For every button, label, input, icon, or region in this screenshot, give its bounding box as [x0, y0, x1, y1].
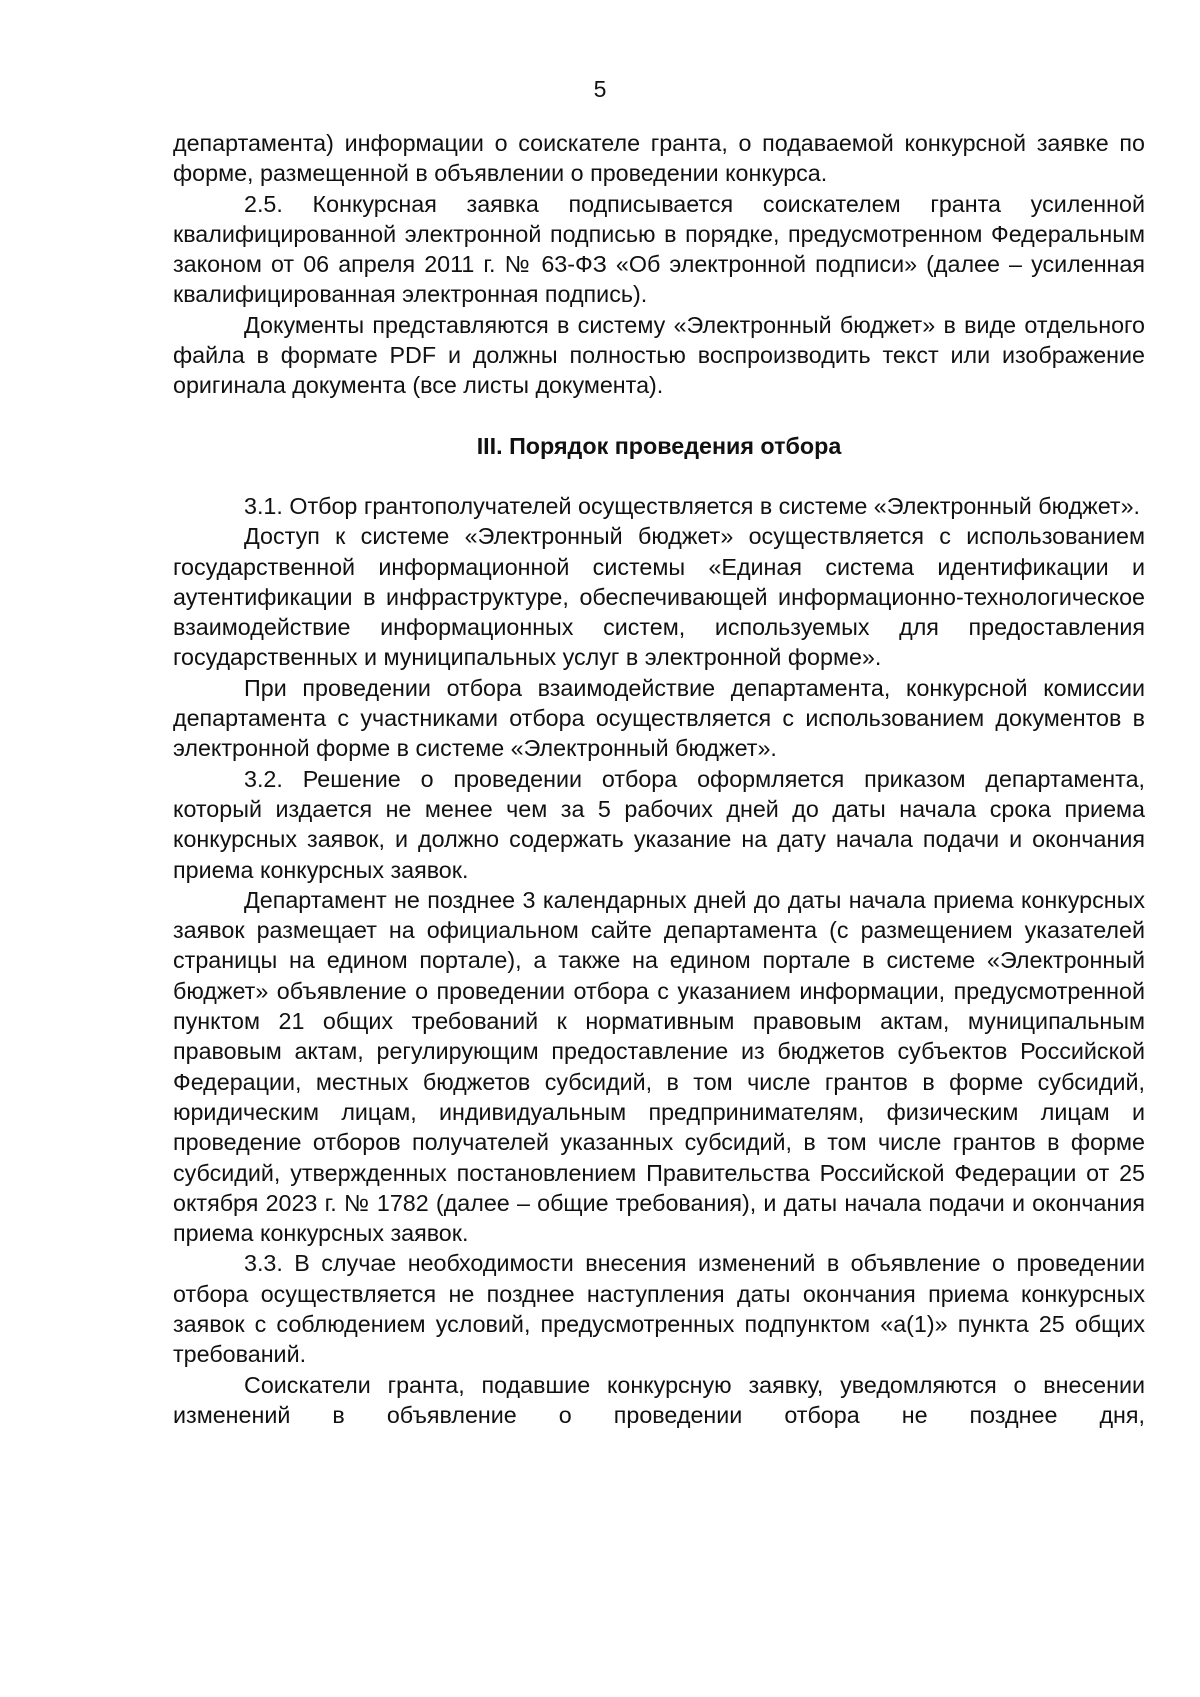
- paragraph-interaction: При проведении отбора взаимодействие департамента, конкурсной комиссии департамента с участниками отбора осуществляется с использованием документов в электронной форме в системе «Электронный бюджет».: [173, 674, 1145, 762]
- paragraph-2-5: 2.5. Конкурсная заявка подписывается соискателем гранта усиленной квалифицированной электронной подписью в порядке, предусмотренном Федеральным законом от 06 апреля 2011 г. № 63-ФЗ «Об электронной подписи» (далее – усиленная квалифицированная электронная подпись).: [173, 190, 1145, 308]
- document-body: [173, 128, 1145, 1430]
- paragraph-notification: Соискатели гранта, подавшие конкурсную заявку, уведомляются о внесении изменений в объявление о проведении отбора не позднее дня,: [173, 1371, 1145, 1428]
- paragraph-access: Доступ к системе «Электронный бюджет» осуществляется с использованием государственной информационной системы «Единая система идентификации и аутентификации в инфраструктуре, обеспечивающей информационно-технологическое взаимодействие информационных систем, используемых для предоставления государственных и муниципальных услуг в электронной форме».: [173, 523, 1145, 671]
- paragraph-announcement: Департамент не позднее 3 календарных дней до даты начала приема конкурсных заявок размещает на официальном сайте департамента (с размещением указателей страницы на едином портале), а также на едином портале в системе «Электронный бюджет» объявление о проведении отбора с указанием информации, предусмотренной пунктом 21 общих требований к нормативным правовым актам, муниципальным правовым актам, регулирующим предоставление из бюджетов субъектов Российской Федерации, местных бюджетов субсидий, в том числе грантов в форме субсидий, юридическим лицам, индивидуальным предпринимателям, физическим лицам и проведение отборов получателей указанных субсидий, в том числе грантов в форме субсидий, утвержденных постановлением Правительства Российской Федерации от 25 октября 2023 г. № 1782 (далее – общие требования), и даты начала подачи и окончания приема конкурсных заявок.: [173, 886, 1145, 1247]
- paragraph-3-3: 3.3. В случае необходимости внесения изменений в объявление о проведении отбора осуществляется не позднее наступления даты окончания приема конкурсных заявок с соблюдением условий, предусмотренных подпунктом «а(1)» пункта 25 общих требований.: [173, 1250, 1145, 1368]
- page-number: 5: [593, 76, 607, 102]
- paragraph-documents-pdf: Документы представляются в систему «Электронный бюджет» в виде отдельного файла в формате PDF и должны полностью воспроизводить текст или изображение оригинала документа (все листы документа).: [173, 311, 1145, 399]
- paragraph-continuation: департамента) информации о соискателе гранта, о подаваемой конкурсной заявке по форме, размещенной в объявлении о проведении конкурса.: [173, 130, 1145, 187]
- paragraph-3-2: 3.2. Решение о проведении отбора оформляется приказом департамента, который издается не менее чем за 5 рабочих дней до даты начала срока приема конкурсных заявок, и должно содержать указание на дату начала подачи и окончания приема конкурсных заявок.: [173, 765, 1145, 883]
- section-heading: III. Порядок проведения отбора: [476, 432, 842, 459]
- paragraph-3-1: 3.1. Отбор грантополучателей осуществляется в системе «Электронный бюджет».: [244, 492, 1141, 519]
